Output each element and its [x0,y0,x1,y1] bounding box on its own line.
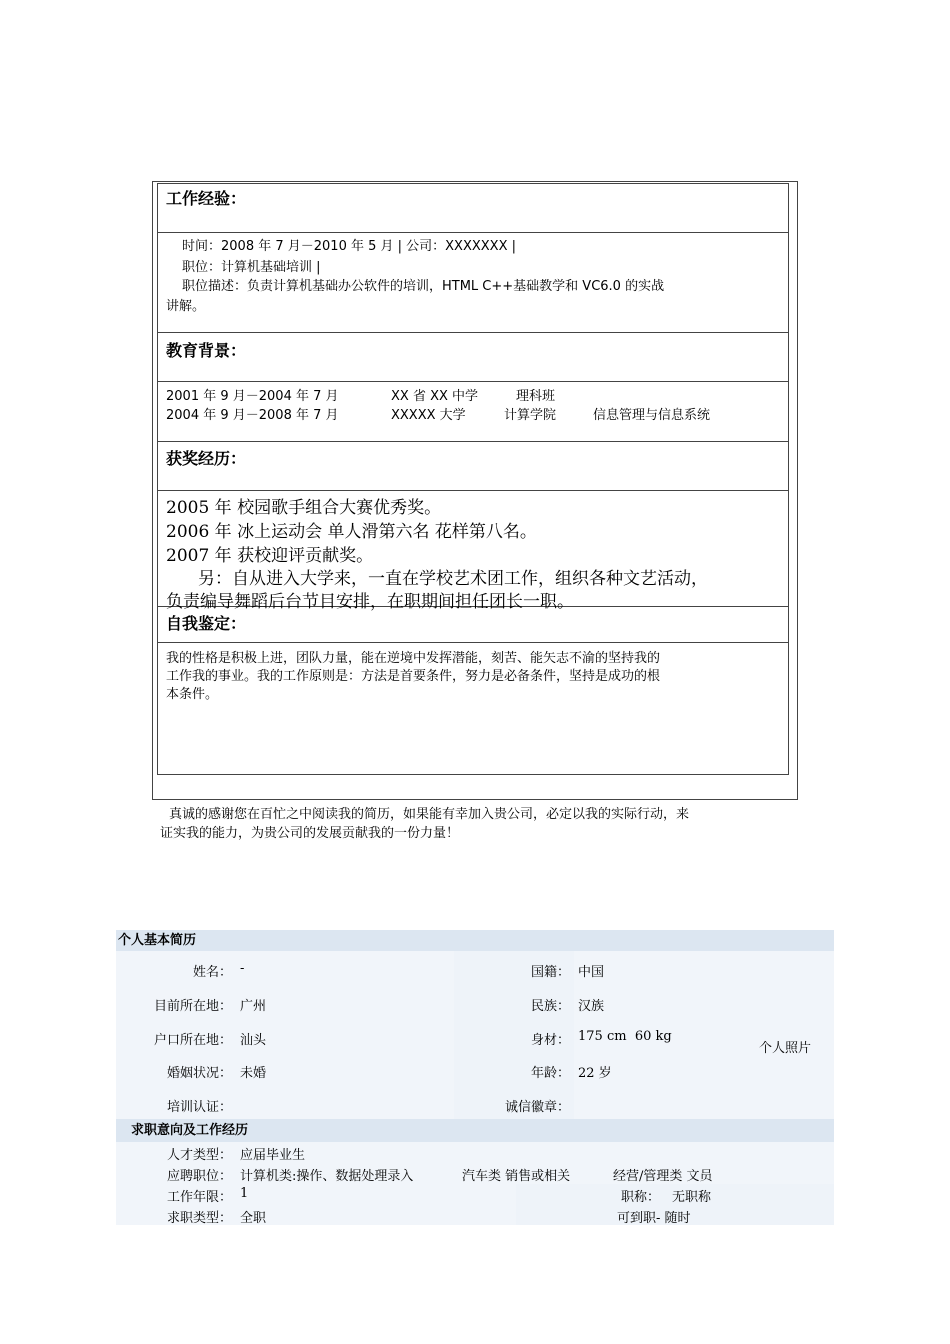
applied-position-3: 经营/管理类 文员 [613,1169,713,1184]
work-description-cont: 讲解。 [166,299,206,314]
self-eval-section-title: 自我鉴定： [166,614,247,633]
nationality-value: 中国 [578,965,605,980]
applied-position-1: 计算机类:操作、数据处理录入 [240,1169,414,1184]
work-description: 职位描述：负责计算机基础办公软件的培训，HTML C++基础教学和 VC6.0 的实战 [182,279,665,294]
divider [157,232,789,233]
work-position: 职位：计算机基础培训 | [182,260,321,275]
nationality-label: 国籍： [530,965,570,980]
self-eval-text: 本条件。 [166,687,219,702]
education-section-title: 教育背景： [166,341,247,360]
availability: 可到职- 随时 [617,1211,691,1226]
edu-row-school: XXXXX 大学 [391,408,466,423]
job-title-value: 无职称 [672,1190,712,1205]
ethnicity-label: 民族： [530,999,570,1014]
divider [157,490,789,491]
divider [157,332,789,333]
divider [157,381,789,382]
age-label: 年龄： [530,1066,570,1081]
self-eval-text: 我的性格是积极上进，团队力量，能在逆境中发挥潜能，刻苦、能矢志不渝的坚持我的 [166,651,661,666]
name-value: - [240,961,245,976]
current-location-label: 目前所在地： [153,999,232,1014]
work-years-value: 1 [240,1186,249,1201]
applied-position-label: 应聘职位： [166,1169,232,1184]
award-note-cont: 负责编导舞蹈后台节目安排，在职期间担任团长一职。 [166,592,574,612]
talent-type-value: 应届毕业生 [240,1148,306,1163]
frame-left-edge [152,181,153,800]
applied-position-2: 汽车类 销售或相关 [462,1169,571,1184]
training-cert-label: 培训认证： [166,1100,232,1115]
closing-text: 真诚的感谢您在百忙之中阅读我的简历，如果能有幸加入贵公司，必定以我的实际行动，来 [169,807,690,822]
self-eval-text: 工作我的事业。我的工作原则是：方法是首要条件，努力是必备条件，坚持是成功的根 [166,669,661,684]
award-item: 2006 年 冰上运动会 单人滑第六名 花样第八名。 [166,522,537,542]
edu-row-dept: 理科班 [516,389,556,404]
marital-value: 未婚 [240,1066,267,1081]
ethnicity-value: 汉族 [578,999,605,1014]
credit-badge-label: 诚信徽章： [504,1100,570,1115]
job-kind-label: 求职类型： [166,1211,232,1226]
award-item: 2007 年 获校迎评贡献奖。 [166,546,374,566]
basic-profile-header: 个人基本简历 [116,930,834,951]
hukou-label: 户口所在地： [153,1033,232,1048]
edu-row-school: XX 省 XX 中学 [391,389,479,404]
name-label: 姓名： [192,965,232,980]
edu-row-period: 2004 年 9 月－2008 年 7 月 [166,408,339,423]
work-time-company: 时间：2008 年 7 月－2010 年 5 月 | 公司：XXXXXXX | [182,239,517,254]
job-intention-header: 求职意向及工作经历 [116,1119,834,1142]
closing-text: 证实我的能力，为贵公司的发展贡献我的一份力量！ [160,826,460,841]
job-title-label: 职称： [620,1190,660,1205]
awards-section-title: 获奖经历： [166,449,247,468]
edu-row-major: 信息管理与信息系统 [593,408,711,423]
personal-photo-placeholder: 个人照片 [759,1041,812,1056]
divider [157,441,789,442]
edu-row-period: 2001 年 9 月－2004 年 7 月 [166,389,339,404]
build-value: 175 cm 60 kg [578,1029,672,1044]
current-location-value: 广州 [240,999,267,1014]
work-section-title: 工作经验： [166,189,247,208]
hukou-value: 汕头 [240,1033,267,1048]
job-kind-value: 全职 [240,1211,267,1226]
age-value: 22 岁 [578,1066,612,1081]
award-item: 2005 年 校园歌手组合大赛优秀奖。 [166,498,442,518]
award-note: 另：自从进入大学来，一直在学校艺术团工作，组织各种文艺活动， [198,569,708,589]
work-years-label: 工作年限： [166,1190,232,1205]
talent-type-label: 人才类型： [166,1148,232,1163]
edu-row-dept: 计算学院 [504,408,557,423]
marital-label: 婚姻状况： [166,1066,232,1081]
divider [157,642,789,643]
build-label: 身材： [530,1033,570,1048]
